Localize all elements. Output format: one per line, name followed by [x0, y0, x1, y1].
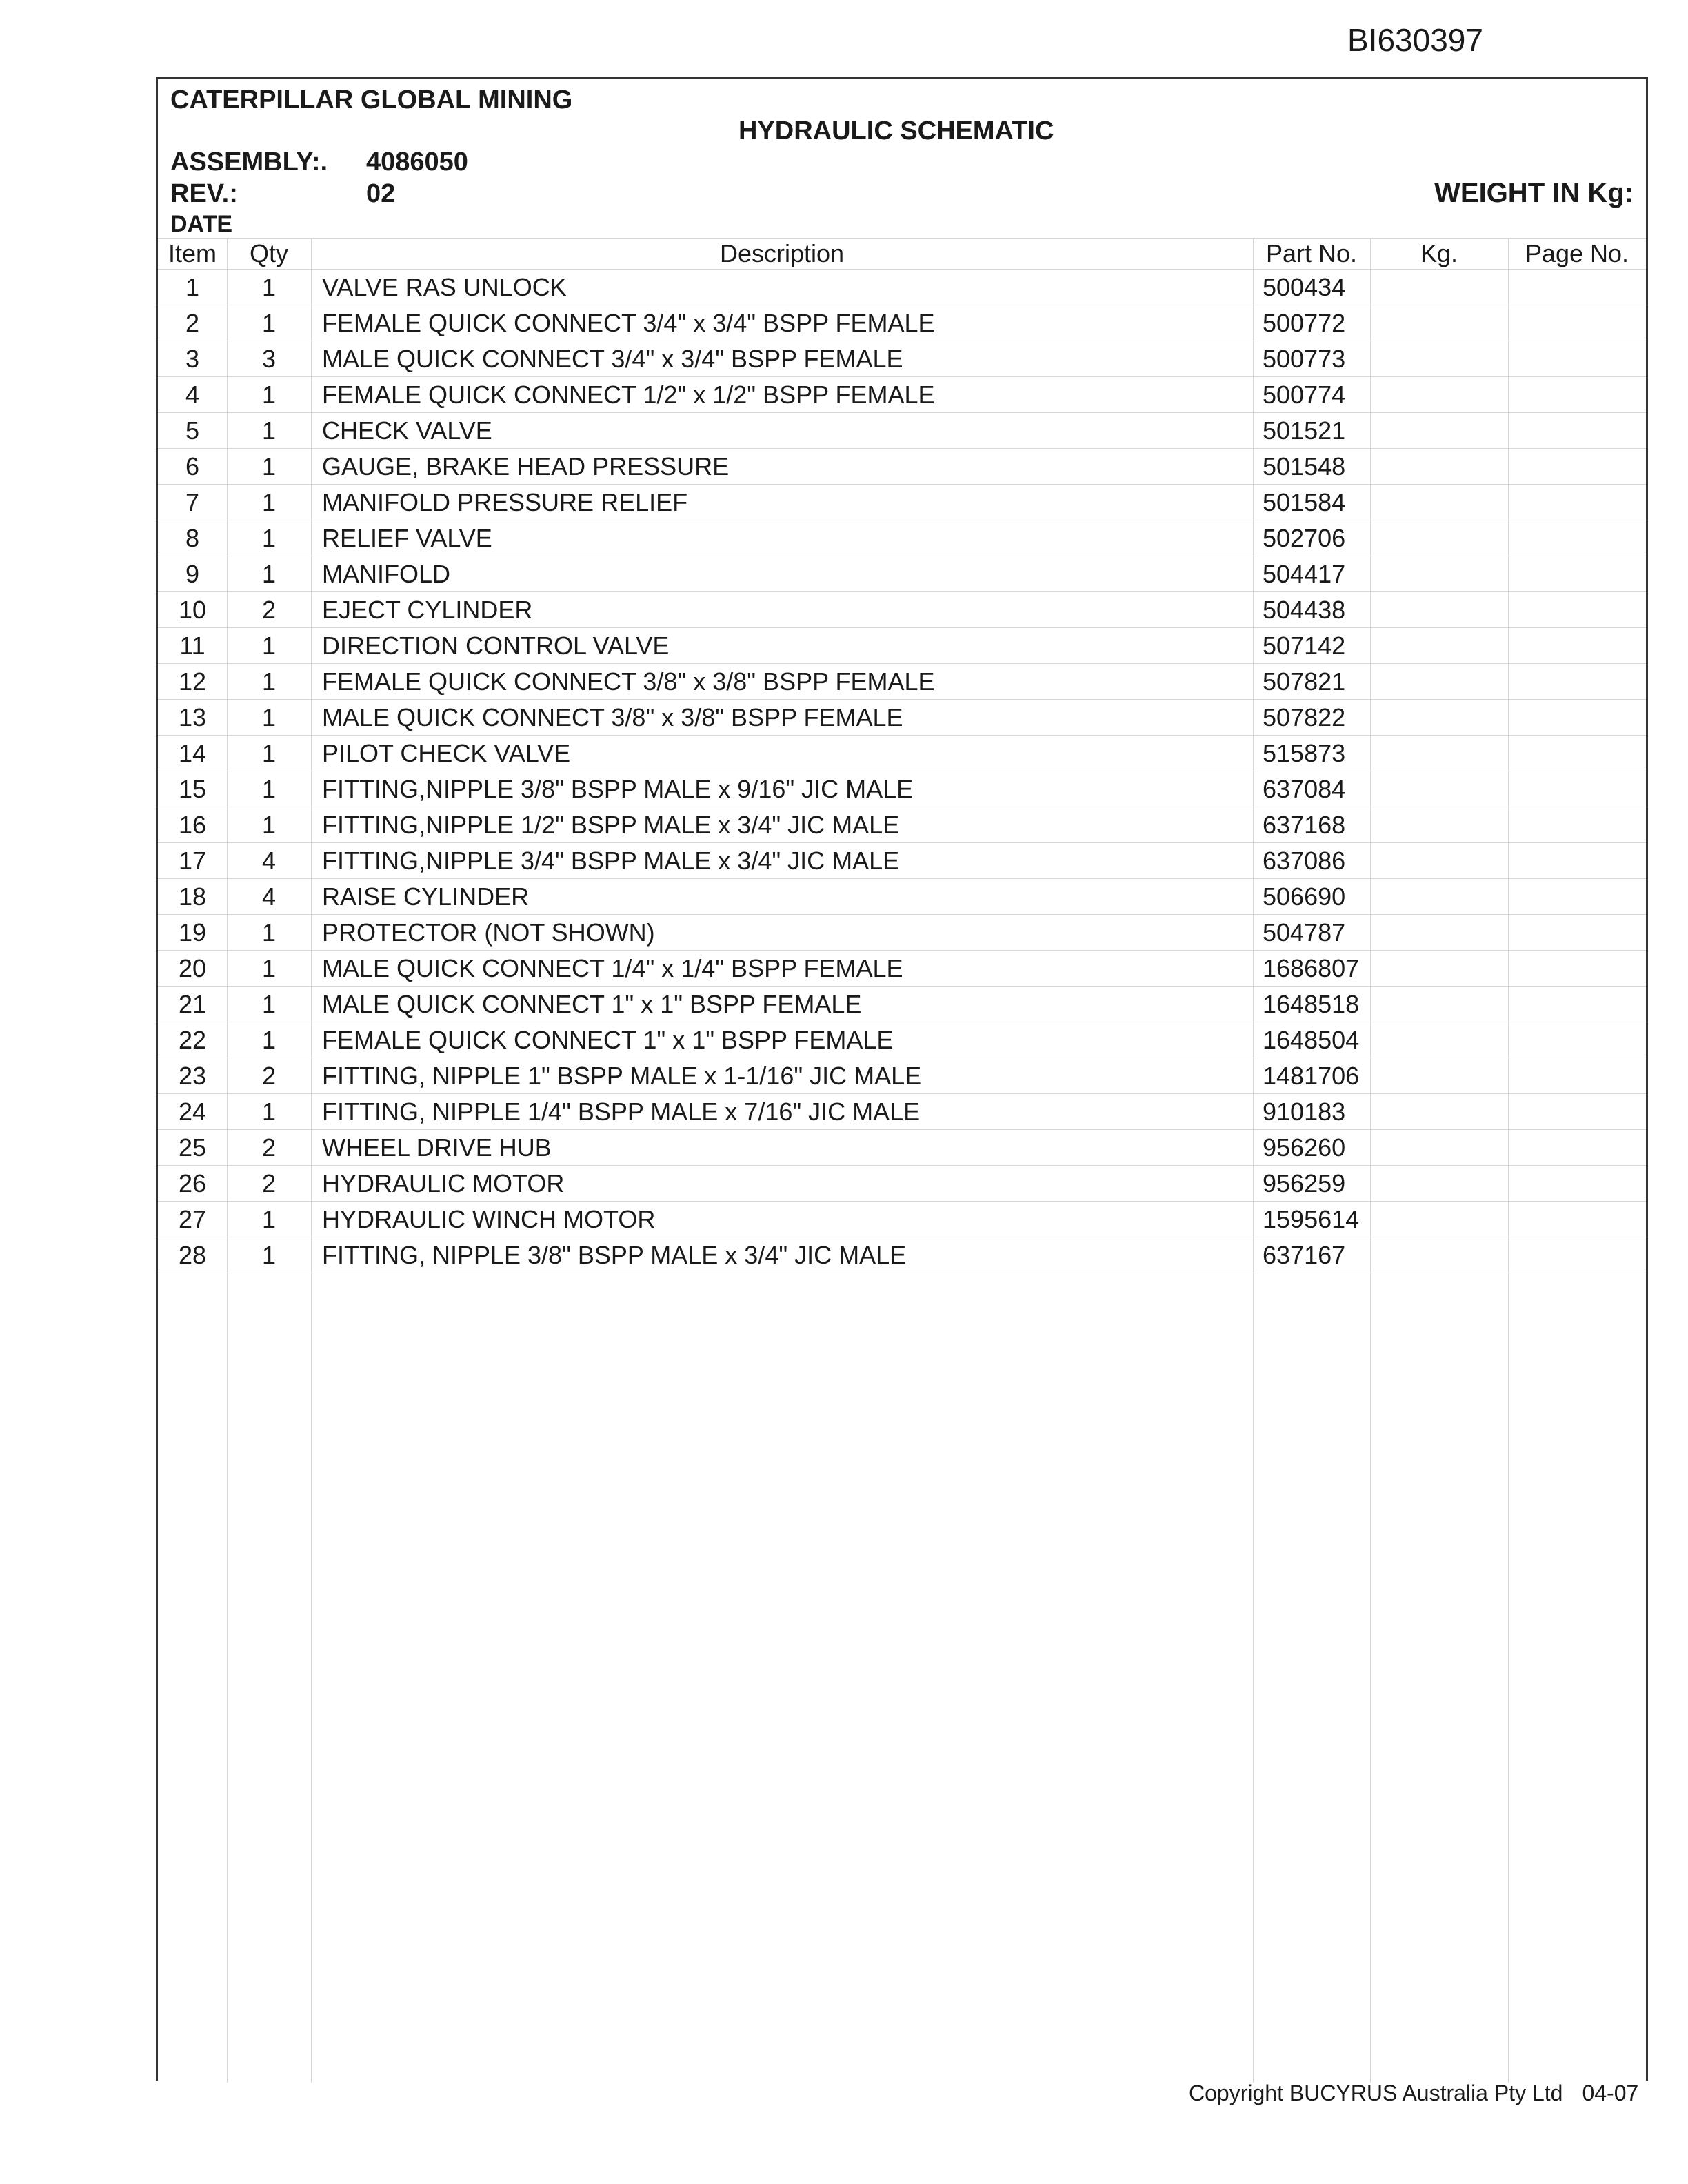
- part-number-cell: 1648518: [1253, 987, 1370, 1022]
- description-cell: MALE QUICK CONNECT 3/8" x 3/8" BSPP FEMALE: [311, 700, 1253, 736]
- page-number-cell: [1508, 1166, 1646, 1202]
- description-cell: FEMALE QUICK CONNECT 1" x 1" BSPP FEMALE: [311, 1022, 1253, 1058]
- page-number-cell: [1508, 915, 1646, 951]
- table-row: [158, 413, 1646, 449]
- part-number-cell: 501521: [1253, 413, 1370, 449]
- table-row: [158, 1237, 1646, 1273]
- weight-cell: [1370, 879, 1508, 915]
- parts-table: [158, 238, 1646, 1273]
- description-cell: FEMALE QUICK CONNECT 3/8" x 3/8" BSPP FEMALE: [311, 664, 1253, 700]
- quantity-cell: 1: [227, 807, 311, 843]
- description-cell: PILOT CHECK VALVE: [311, 736, 1253, 771]
- copyright-text: Copyright BUCYRUS Australia Pty Ltd: [1189, 2081, 1563, 2105]
- part-number-cell: 956259: [1253, 1166, 1370, 1202]
- part-number-cell: 637086: [1253, 843, 1370, 879]
- page-number-cell: [1508, 485, 1646, 520]
- item-number-cell: 3: [158, 341, 227, 377]
- description-cell: FITTING, NIPPLE 1" BSPP MALE x 1-1/16" JIC MALE: [311, 1058, 1253, 1094]
- item-number-cell: 25: [158, 1130, 227, 1166]
- quantity-cell: 1: [227, 700, 311, 736]
- weight-cell: [1370, 485, 1508, 520]
- table-row: [158, 377, 1646, 413]
- table-row: [158, 449, 1646, 485]
- table-row: [158, 736, 1646, 771]
- part-number-cell: 637084: [1253, 771, 1370, 807]
- document-id: BI630397: [1347, 22, 1483, 58]
- quantity-cell: 1: [227, 1022, 311, 1058]
- quantity-cell: 1: [227, 951, 311, 987]
- quantity-cell: 1: [227, 449, 311, 485]
- parts-table-body: [158, 270, 1646, 1273]
- weight-cell: [1370, 843, 1508, 879]
- table-row: [158, 485, 1646, 520]
- page-number-cell: [1508, 270, 1646, 305]
- weight-cell: [1370, 592, 1508, 628]
- weight-cell: [1370, 807, 1508, 843]
- table-row: [158, 270, 1646, 305]
- part-number-cell: 1595614: [1253, 1202, 1370, 1237]
- part-number-cell: 500772: [1253, 305, 1370, 341]
- page-number-cell: [1508, 1130, 1646, 1166]
- item-number-cell: 11: [158, 628, 227, 664]
- column-header-qty: Qty: [227, 239, 311, 270]
- assembly-label: ASSEMBLY:.: [170, 148, 328, 176]
- description-cell: VALVE RAS UNLOCK: [311, 270, 1253, 305]
- quantity-cell: 1: [227, 736, 311, 771]
- part-number-cell: 515873: [1253, 736, 1370, 771]
- weight-cell: [1370, 987, 1508, 1022]
- table-row: [158, 1094, 1646, 1130]
- quantity-cell: 2: [227, 592, 311, 628]
- page-number-cell: [1508, 700, 1646, 736]
- weight-cell: [1370, 413, 1508, 449]
- page-number-cell: [1508, 951, 1646, 987]
- quantity-cell: 4: [227, 843, 311, 879]
- description-cell: PROTECTOR (NOT SHOWN): [311, 915, 1253, 951]
- description-cell: MALE QUICK CONNECT 1/4" x 1/4" BSPP FEMALE: [311, 951, 1253, 987]
- quantity-cell: 2: [227, 1058, 311, 1094]
- description-cell: FITTING,NIPPLE 1/2" BSPP MALE x 3/4" JIC MALE: [311, 807, 1253, 843]
- description-cell: EJECT CYLINDER: [311, 592, 1253, 628]
- parts-sheet: [156, 77, 1648, 2081]
- table-row: [158, 305, 1646, 341]
- quantity-cell: 2: [227, 1166, 311, 1202]
- description-cell: FITTING, NIPPLE 1/4" BSPP MALE x 7/16" JIC MALE: [311, 1094, 1253, 1130]
- description-cell: FEMALE QUICK CONNECT 3/4" x 3/4" BSPP FEMALE: [311, 305, 1253, 341]
- description-cell: FITTING,NIPPLE 3/8" BSPP MALE x 9/16" JIC MALE: [311, 771, 1253, 807]
- item-number-cell: 22: [158, 1022, 227, 1058]
- part-number-cell: 637167: [1253, 1237, 1370, 1273]
- date-label: DATE: [170, 211, 233, 237]
- table-row: [158, 1022, 1646, 1058]
- quantity-cell: 1: [227, 771, 311, 807]
- page-number-cell: [1508, 1022, 1646, 1058]
- quantity-cell: 4: [227, 879, 311, 915]
- item-number-cell: 18: [158, 879, 227, 915]
- revision-label: REV.:: [170, 179, 238, 208]
- part-number-cell: 507142: [1253, 628, 1370, 664]
- table-row: [158, 1166, 1646, 1202]
- description-cell: MANIFOLD PRESSURE RELIEF: [311, 485, 1253, 520]
- copyright-date: 04-07: [1582, 2081, 1639, 2105]
- item-number-cell: 6: [158, 449, 227, 485]
- table-header-row: [158, 239, 1646, 270]
- revision-value: 02: [366, 179, 396, 208]
- description-cell: HYDRAULIC MOTOR: [311, 1166, 1253, 1202]
- item-number-cell: 15: [158, 771, 227, 807]
- part-number-cell: 956260: [1253, 1130, 1370, 1166]
- quantity-cell: 1: [227, 915, 311, 951]
- description-cell: MALE QUICK CONNECT 3/4" x 3/4" BSPP FEMALE: [311, 341, 1253, 377]
- item-number-cell: 23: [158, 1058, 227, 1094]
- table-row: [158, 843, 1646, 879]
- item-number-cell: 7: [158, 485, 227, 520]
- table-row: [158, 1202, 1646, 1237]
- part-number-cell: 502706: [1253, 520, 1370, 556]
- copyright-footer: [1189, 2078, 1638, 2108]
- parts-grid: [158, 238, 1646, 2083]
- item-number-cell: 20: [158, 951, 227, 987]
- description-cell: MANIFOLD: [311, 556, 1253, 592]
- weight-cell: [1370, 700, 1508, 736]
- part-number-cell: 637168: [1253, 807, 1370, 843]
- page-number-cell: [1508, 1202, 1646, 1237]
- item-number-cell: 9: [158, 556, 227, 592]
- weight-cell: [1370, 1166, 1508, 1202]
- weight-cell: [1370, 951, 1508, 987]
- page-number-cell: [1508, 377, 1646, 413]
- part-number-cell: 500773: [1253, 341, 1370, 377]
- page-number-cell: [1508, 1237, 1646, 1273]
- quantity-cell: 1: [227, 664, 311, 700]
- table-row: [158, 1130, 1646, 1166]
- part-number-cell: 507821: [1253, 664, 1370, 700]
- item-number-cell: 24: [158, 1094, 227, 1130]
- description-cell: FITTING,NIPPLE 3/4" BSPP MALE x 3/4" JIC MALE: [311, 843, 1253, 879]
- table-row: [158, 341, 1646, 377]
- quantity-cell: 1: [227, 377, 311, 413]
- quantity-cell: 1: [227, 485, 311, 520]
- page-number-cell: [1508, 879, 1646, 915]
- weight-label: WEIGHT IN Kg:: [1434, 178, 1634, 208]
- description-cell: CHECK VALVE: [311, 413, 1253, 449]
- item-number-cell: 14: [158, 736, 227, 771]
- page-number-cell: [1508, 1058, 1646, 1094]
- item-number-cell: 4: [158, 377, 227, 413]
- part-number-cell: 501584: [1253, 485, 1370, 520]
- part-number-cell: 501548: [1253, 449, 1370, 485]
- part-number-cell: 504438: [1253, 592, 1370, 628]
- table-row: [158, 592, 1646, 628]
- table-row: [158, 807, 1646, 843]
- weight-cell: [1370, 1058, 1508, 1094]
- quantity-cell: 1: [227, 1094, 311, 1130]
- table-row: [158, 771, 1646, 807]
- weight-cell: [1370, 1022, 1508, 1058]
- page-number-cell: [1508, 413, 1646, 449]
- part-number-cell: 506690: [1253, 879, 1370, 915]
- page-number-cell: [1508, 664, 1646, 700]
- page-number-cell: [1508, 305, 1646, 341]
- quantity-cell: 2: [227, 1130, 311, 1166]
- description-cell: RELIEF VALVE: [311, 520, 1253, 556]
- weight-cell: [1370, 377, 1508, 413]
- part-number-cell: 1648504: [1253, 1022, 1370, 1058]
- description-cell: FEMALE QUICK CONNECT 1/2" x 1/2" BSPP FEMALE: [311, 377, 1253, 413]
- page-number-cell: [1508, 592, 1646, 628]
- table-row: [158, 951, 1646, 987]
- quantity-cell: 1: [227, 1237, 311, 1273]
- page-number-cell: [1508, 843, 1646, 879]
- item-number-cell: 27: [158, 1202, 227, 1237]
- item-number-cell: 16: [158, 807, 227, 843]
- part-number-cell: 1686807: [1253, 951, 1370, 987]
- description-cell: DIRECTION CONTROL VALVE: [311, 628, 1253, 664]
- part-number-cell: 500774: [1253, 377, 1370, 413]
- part-number-cell: 500434: [1253, 270, 1370, 305]
- weight-cell: [1370, 341, 1508, 377]
- column-header-item: Item: [158, 239, 227, 270]
- item-number-cell: 10: [158, 592, 227, 628]
- weight-cell: [1370, 1094, 1508, 1130]
- weight-cell: [1370, 520, 1508, 556]
- weight-cell: [1370, 628, 1508, 664]
- page-number-cell: [1508, 556, 1646, 592]
- item-number-cell: 21: [158, 987, 227, 1022]
- quantity-cell: 1: [227, 305, 311, 341]
- page-title: HYDRAULIC SCHEMATIC: [738, 117, 1054, 145]
- column-header-kg: Kg.: [1370, 239, 1508, 270]
- table-row: [158, 915, 1646, 951]
- page-number-cell: [1508, 341, 1646, 377]
- weight-cell: [1370, 305, 1508, 341]
- part-number-cell: 507822: [1253, 700, 1370, 736]
- item-number-cell: 17: [158, 843, 227, 879]
- page-number-cell: [1508, 771, 1646, 807]
- item-number-cell: 26: [158, 1166, 227, 1202]
- table-row: [158, 700, 1646, 736]
- weight-cell: [1370, 771, 1508, 807]
- page-number-cell: [1508, 520, 1646, 556]
- weight-cell: [1370, 556, 1508, 592]
- quantity-cell: 1: [227, 556, 311, 592]
- quantity-cell: 1: [227, 1202, 311, 1237]
- page-number-cell: [1508, 628, 1646, 664]
- page-number-cell: [1508, 1094, 1646, 1130]
- quantity-cell: 1: [227, 628, 311, 664]
- item-number-cell: 2: [158, 305, 227, 341]
- table-row: [158, 879, 1646, 915]
- table-row: [158, 664, 1646, 700]
- table-row: [158, 1058, 1646, 1094]
- page-number-cell: [1508, 807, 1646, 843]
- item-number-cell: 19: [158, 915, 227, 951]
- column-header-page-no: Page No.: [1508, 239, 1646, 270]
- table-row: [158, 556, 1646, 592]
- weight-cell: [1370, 664, 1508, 700]
- quantity-cell: 3: [227, 341, 311, 377]
- item-number-cell: 13: [158, 700, 227, 736]
- column-header-description: Description: [311, 239, 1253, 270]
- item-number-cell: 12: [158, 664, 227, 700]
- part-number-cell: 910183: [1253, 1094, 1370, 1130]
- item-number-cell: 5: [158, 413, 227, 449]
- table-row: [158, 520, 1646, 556]
- part-number-cell: 1481706: [1253, 1058, 1370, 1094]
- assembly-value: 4086050: [366, 148, 468, 176]
- part-number-cell: 504417: [1253, 556, 1370, 592]
- description-cell: FITTING, NIPPLE 3/8" BSPP MALE x 3/4" JIC MALE: [311, 1237, 1253, 1273]
- weight-cell: [1370, 736, 1508, 771]
- part-number-cell: 504787: [1253, 915, 1370, 951]
- description-cell: WHEEL DRIVE HUB: [311, 1130, 1253, 1166]
- weight-cell: [1370, 270, 1508, 305]
- quantity-cell: 1: [227, 987, 311, 1022]
- description-cell: MALE QUICK CONNECT 1" x 1" BSPP FEMALE: [311, 987, 1253, 1022]
- company-name: CATERPILLAR GLOBAL MINING: [170, 85, 573, 114]
- table-row: [158, 628, 1646, 664]
- item-number-cell: 8: [158, 520, 227, 556]
- page-number-cell: [1508, 987, 1646, 1022]
- weight-cell: [1370, 1130, 1508, 1166]
- weight-cell: [1370, 915, 1508, 951]
- description-cell: GAUGE, BRAKE HEAD PRESSURE: [311, 449, 1253, 485]
- table-row: [158, 987, 1646, 1022]
- weight-cell: [1370, 1237, 1508, 1273]
- item-number-cell: 28: [158, 1237, 227, 1273]
- quantity-cell: 1: [227, 413, 311, 449]
- column-header-part-no: Part No.: [1253, 239, 1370, 270]
- description-cell: HYDRAULIC WINCH MOTOR: [311, 1202, 1253, 1237]
- page-number-cell: [1508, 736, 1646, 771]
- quantity-cell: 1: [227, 270, 311, 305]
- weight-cell: [1370, 1202, 1508, 1237]
- page-number-cell: [1508, 449, 1646, 485]
- weight-cell: [1370, 449, 1508, 485]
- item-number-cell: 1: [158, 270, 227, 305]
- description-cell: RAISE CYLINDER: [311, 879, 1253, 915]
- quantity-cell: 1: [227, 520, 311, 556]
